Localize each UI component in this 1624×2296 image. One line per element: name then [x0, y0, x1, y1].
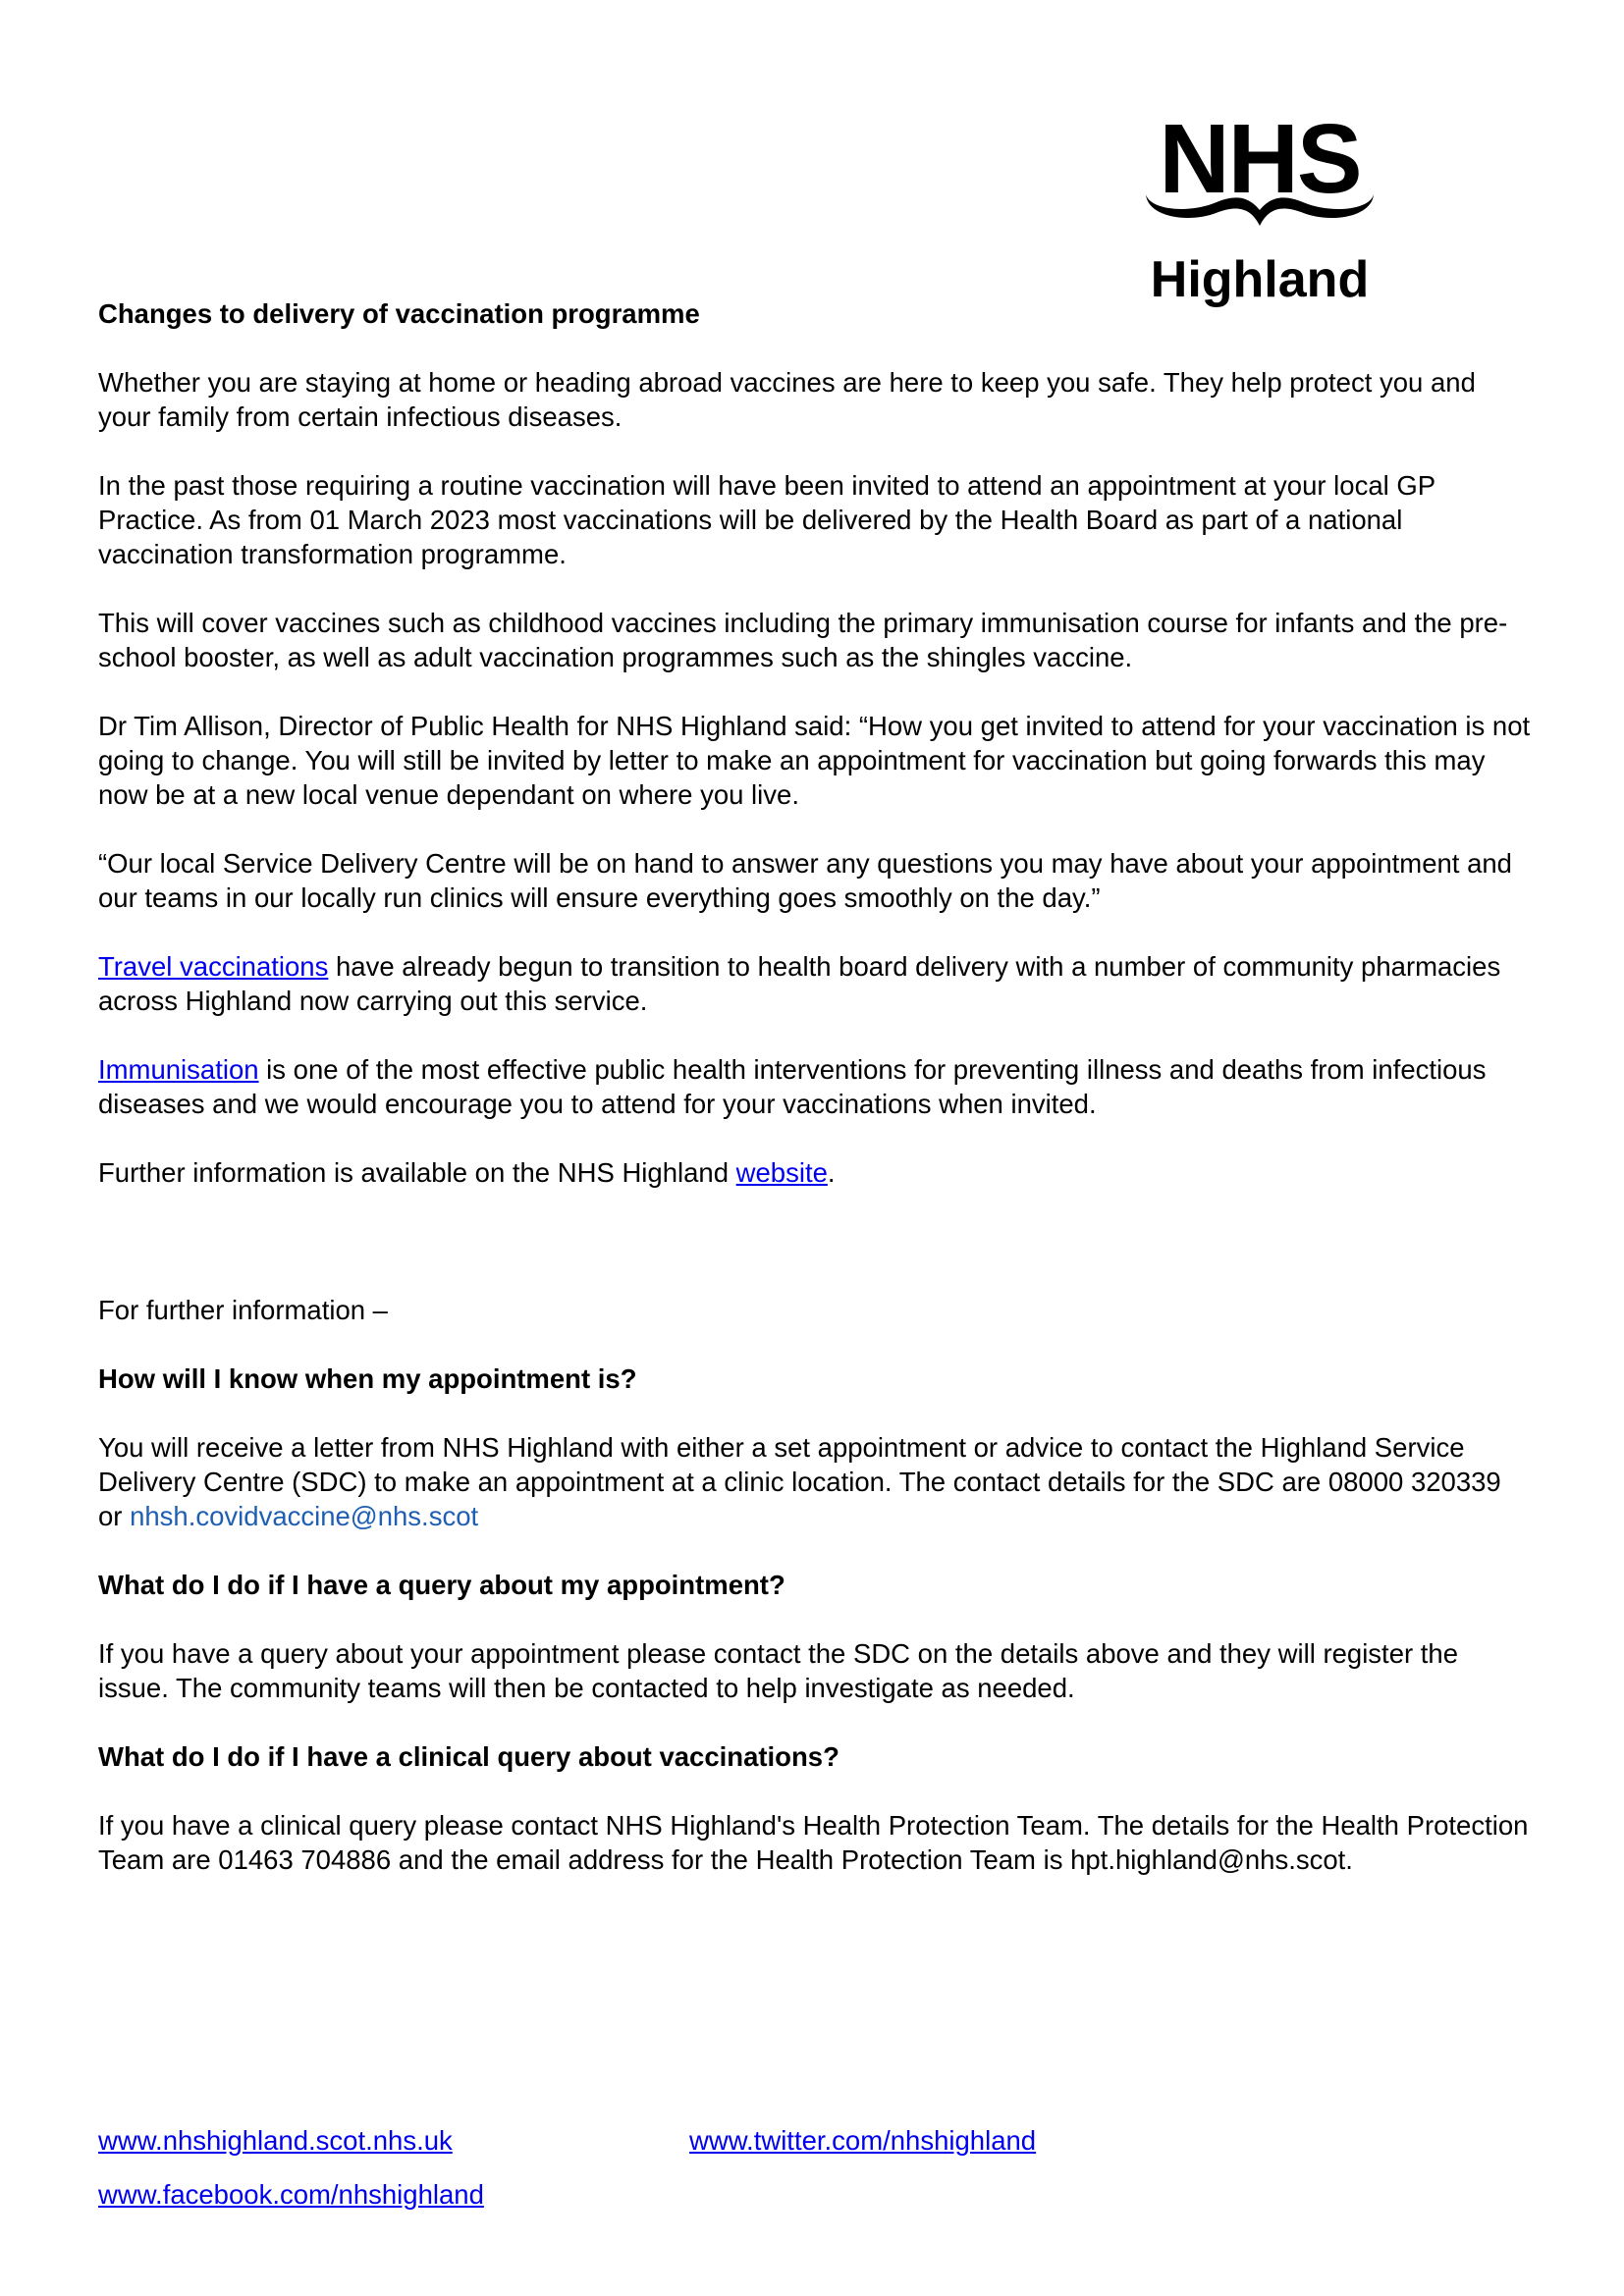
- further-information-heading: For further information –: [98, 1295, 388, 1325]
- travel-vaccinations-link[interactable]: Travel vaccinations: [98, 951, 329, 982]
- paragraph-travel: [98, 949, 1532, 1018]
- paragraph-travel-text: have already begun to transition to health board delivery with a number of community pharmacies across Highland now carrying out this service.: [98, 951, 1501, 1016]
- paragraph-further-info: [98, 1155, 1532, 1190]
- article-title: Changes to delivery of vaccination programme: [98, 298, 700, 329]
- section-spacer: [98, 1224, 1532, 1293]
- paragraph-quote-part1: Dr Tim Allison, Director of Public Health for NHS Highland said: “How you get invited to attend for your vaccination is not going to change. You will still be invited by letter to make an appointment for vaccination but going forwards this may now be at a new local venue dependant on where you live.: [98, 711, 1531, 810]
- footer-facebook-link[interactable]: www.facebook.com/nhshighland: [98, 2179, 484, 2210]
- faq-question-clinical: What do I do if I have a clinical query about vaccinations?: [98, 1741, 839, 1772]
- faq-answer-query: If you have a query about your appointment please contact the SDC on the details above and they will register the issue. The community teams will then be contacted to help investigate as needed.: [98, 1638, 1459, 1703]
- faq-answer-appointment-text: You will receive a letter from NHS Highland with either a set appointment or advice to contact the Highland Service Delivery Centre (SDC) to make an appointment at a clinic location. The contact details for the SDC are 08000 320339 or: [98, 1432, 1501, 1531]
- further-info-text: Further information is available on the NHS Highland: [98, 1157, 736, 1188]
- paragraph-quote-part2: “Our local Service Delivery Centre will be on hand to answer any questions you may have about your appointment and our teams in our locally run clinics will ensure everything goes smoothly on the day.”: [98, 848, 1512, 913]
- faq-question-query: What do I do if I have a query about my appointment?: [98, 1570, 785, 1600]
- paragraph-immunisation: [98, 1052, 1532, 1121]
- footer-website-link[interactable]: www.nhshighland.scot.nhs.uk: [98, 2125, 453, 2156]
- nhs-highland-logo-graphic: [1134, 116, 1399, 312]
- paragraph-vaccine-coverage: This will cover vaccines such as childhood vaccines including the primary immunisation course for infants and the pre-school booster, as well as adult vaccination programmes such as the shingles vaccine.: [98, 608, 1508, 672]
- immunisation-link[interactable]: Immunisation: [98, 1054, 259, 1085]
- logo-highland-text: Highland: [1150, 251, 1370, 308]
- article-body: [98, 296, 1532, 1911]
- paragraph-history: In the past those requiring a routine vaccination will have been invited to attend an appointment at your local GP Practice. As from 01 March 2023 most vaccinations will be delivered by the Health Board as part of a national vaccination transformation programme.: [98, 470, 1435, 569]
- nhs-highland-logo: [1134, 116, 1399, 312]
- faq-question-appointment: How will I know when my appointment is?: [98, 1363, 637, 1394]
- paragraph-intro: Whether you are staying at home or heading abroad vaccines are here to keep you safe. They help protect you and your family from certain infectious diseases.: [98, 367, 1476, 432]
- website-link[interactable]: website: [735, 1157, 828, 1188]
- paragraph-immunisation-text: is one of the most effective public health interventions for preventing illness and deaths from infectious diseases and we would encourage you to attend for your vaccinations when invited.: [98, 1054, 1487, 1119]
- further-info-end: .: [827, 1157, 836, 1188]
- logo-nhs-text: NHS: [1159, 116, 1361, 214]
- faq-answer-appointment: [98, 1430, 1532, 1533]
- sdc-email-link[interactable]: nhsh.covidvaccine@nhs.scot: [130, 1501, 479, 1531]
- footer-twitter-link[interactable]: www.twitter.com/nhshighland: [689, 2125, 1037, 2156]
- faq-answer-clinical: If you have a clinical query please contact NHS Highland's Health Protection Team. The details for the Health Protection Team are 01463 704886 and the email address for the Health Protection Team is hpt.highland@nhs.scot.: [98, 1810, 1529, 1875]
